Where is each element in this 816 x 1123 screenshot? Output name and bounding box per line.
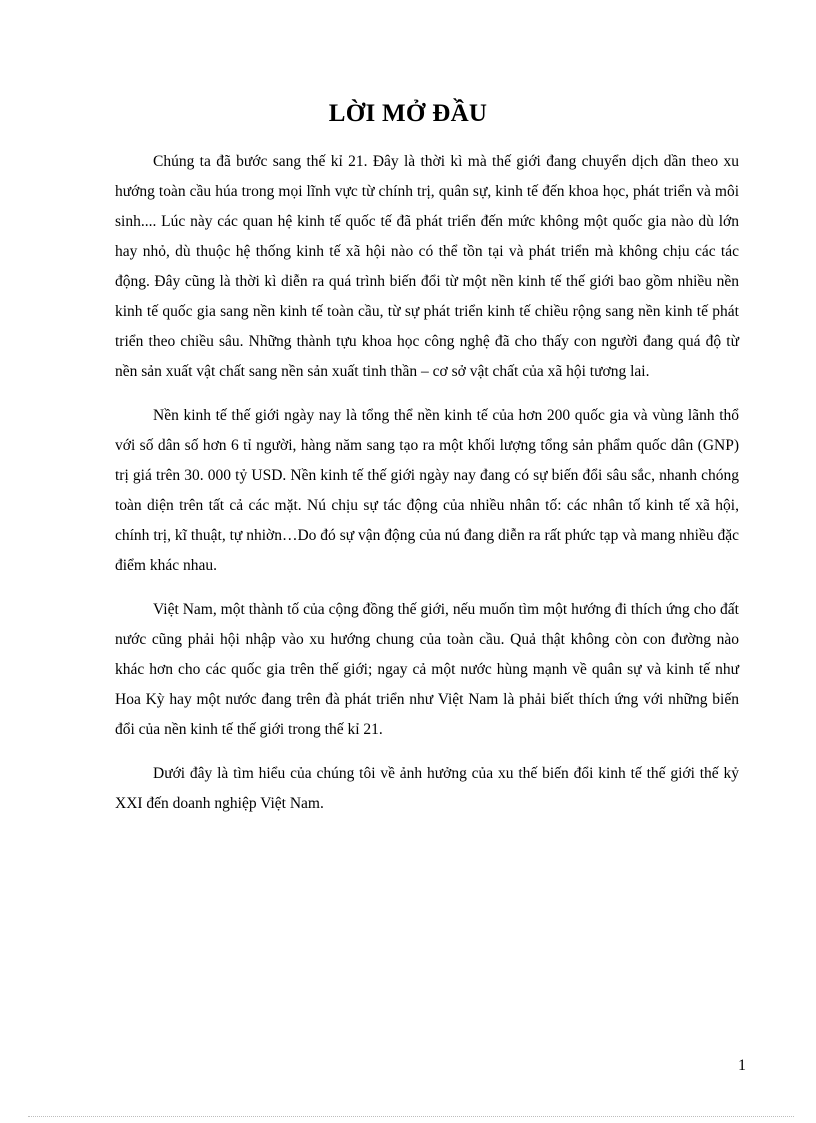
document-body bbox=[115, 147, 739, 833]
paragraph-3: Việt Nam, một thành tố của cộng đồng thế giới, nếu muốn tìm một hướng đi thích ứng cho đất nước cũng phải hội nhập vào xu hướng chung của toàn cầu. Quả thật không còn con đường nào khác hơn cho các quốc gia trên thế giới; ngay cả một nước hùng mạnh về quân sự và kinh tế như Hoa Kỳ hay một nước đang trên đà phát triển như Việt Nam là phải biết thích ứng với những biến đổi của nền kinh tế thế giới trong thế kỉ 21. bbox=[115, 601, 739, 738]
document-title: LỜI MỞ ĐẦU bbox=[328, 100, 488, 127]
paragraph-4: Dưới đây là tìm hiểu của chúng tôi về ảnh hưởng của xu thế biến đổi kinh tế thế giới thế kỷ XXI đến doanh nghiệp Việt Nam. bbox=[115, 765, 739, 812]
paragraph-1: Chúng ta đã bước sang thế kỉ 21. Đây là thời kì mà thế giới đang chuyển dịch dần theo xu hướng toàn cầu húa trong mọi lĩnh vực từ chính trị, quân sự, kinh tế đến khoa học, phát triển và môi sinh.... Lúc này các quan hệ kinh tế quốc tế đã phát triển đến mức không một quốc gia nào dù lớn hay nhỏ, dù thuộc hệ thống kinh tế xã hội nào có thể tồn tại và phát triển mà không chịu các tác động. Đây cũng là thời kì diễn ra quá trình biến đổi từ một nền kinh tế thế giới bao gồm nhiều nền kinh tế quốc gia sang nền kinh tế toàn cầu, từ sự phát triển kinh tế chiều rộng sang nền kinh tế phát triển theo chiều sâu. Những thành tựu khoa học công nghệ đã cho thấy con người đang quá độ từ nền sản xuất vật chất sang nền sản xuất tinh thần – cơ sở vật chất của xã hội tương lai. bbox=[115, 153, 739, 380]
paragraph-2: Nền kinh tế thế giới ngày nay là tổng thể nền kinh tế của hơn 200 quốc gia và vùng lãnh thổ với số dân số hơn 6 tỉ người, hàng năm sang tạo ra một khối lượng tổng sản phẩm quốc dân (GNP) trị giá trên 30. 000 tỷ USD. Nền kinh tế thế giới ngày nay đang có sự biến đổi sâu sắc, nhanh chóng toàn diện trên tất cả các mặt. Nú chịu sự tác động của nhiều nhân tố: các nhân tố kinh tế xã hội, chính trị, kĩ thuật, tự nhiờn…Do đó sự vận động của nú đang diễn ra rất phức tạp và mang nhiều đặc điểm khác nhau. bbox=[115, 407, 739, 574]
page-bottom-divider bbox=[28, 1116, 794, 1117]
page-number: 1 bbox=[738, 1057, 746, 1074]
